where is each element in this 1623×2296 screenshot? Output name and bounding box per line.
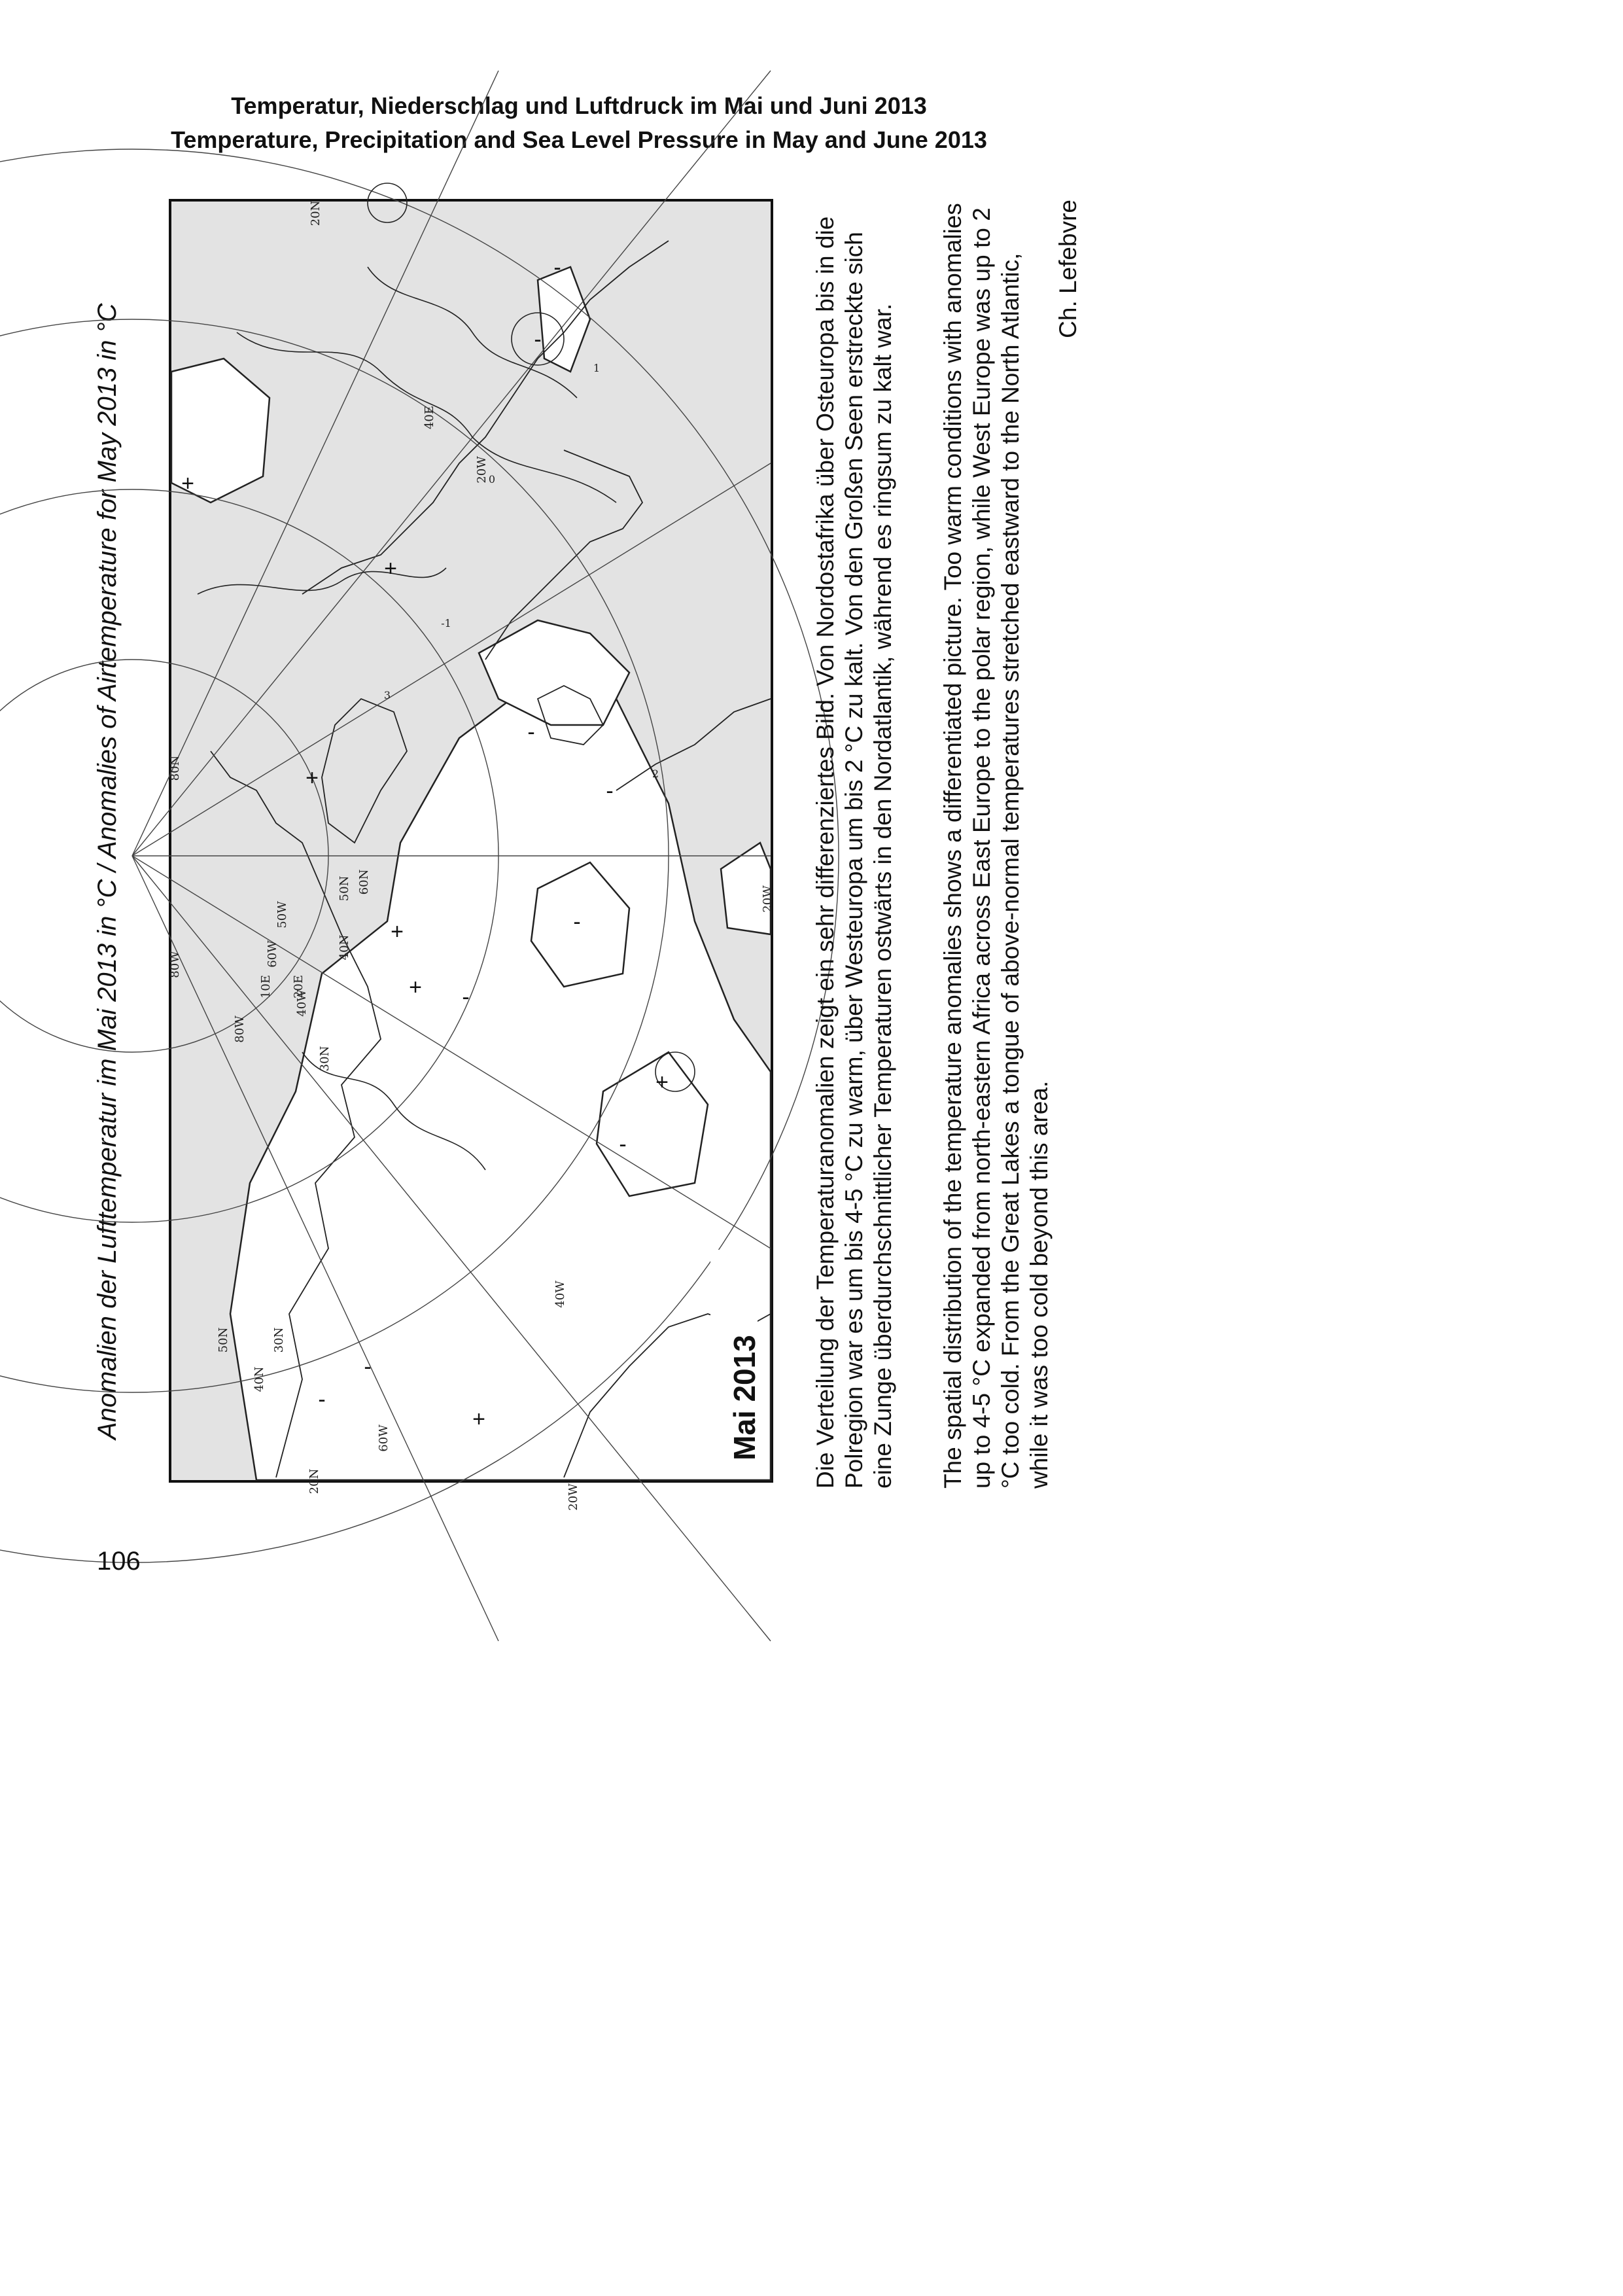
contour-value-label: 0 [488, 473, 496, 486]
positive-anomaly-marker: + [409, 975, 422, 1000]
grid-label: 30N [272, 1327, 286, 1353]
negative-anomaly-marker: - [606, 779, 614, 804]
map-title: Mai 2013 [727, 1335, 761, 1460]
grid-label: 10E [259, 974, 273, 999]
grid-label: 50N [338, 875, 351, 902]
negative-anomaly-marker: - [553, 255, 561, 280]
german-description [811, 200, 898, 1489]
grid-label: 50N [217, 1327, 230, 1353]
grid-label: 50W [275, 901, 289, 928]
german-paragraph: Die Verteilung der Temperaturanomalien zeigt ein sehr differenziertes Bild. Von Nordostafrika über Osteuropa bis in die Polregion war es um bis 4-5 °C zu warm, über Westeuropa um bis 2 °C zu kalt. Von den Großen Seen erstreckte sich eine Zunge überdurchschnittlicher Temperaturen ostwärts in den Nordatlantik, während es ringsum zu kalt war. [812, 216, 896, 1489]
grid-label: 40W [553, 1280, 567, 1308]
grid-label: 60W [266, 940, 279, 968]
page-title-english: Temperature, Precipitation and Sea Level Pressure in May and June 2013 [171, 126, 987, 153]
positive-anomaly-marker: + [305, 766, 319, 790]
positive-anomaly-marker: + [472, 1407, 485, 1432]
contour-value-label: 3 [383, 689, 391, 701]
figure-caption: Anomalien der Lufttemperatur im Mai 2013 in °C / Anomalies of Airtemperature for May 2013 in °C [93, 303, 122, 1439]
coastline-greenland [322, 699, 407, 843]
contour-value-label: -1 [441, 617, 451, 629]
negative-anomaly-marker: - [462, 985, 470, 1010]
author-signature: Ch. Lefebvre [1055, 200, 1081, 338]
grid-label: 60N [357, 869, 371, 895]
grid-label: 20W [475, 456, 489, 484]
contour-value-label: 2 [652, 768, 659, 780]
negative-anomaly-marker: - [573, 910, 581, 934]
temperature-anomaly-map [168, 199, 775, 1511]
negative-anomaly-marker: - [619, 1132, 627, 1157]
contour-value-label: 1 [593, 362, 601, 374]
grid-label: 80W [233, 1016, 247, 1043]
negative-anomaly-marker: - [364, 1354, 372, 1379]
grid-label: 30N [318, 1046, 332, 1072]
grid-label: 40E [423, 405, 436, 430]
border-label-top: 20N [309, 200, 323, 226]
border-label-right-bottom: 20W [761, 885, 775, 913]
page-title-german: Temperatur, Niederschlag und Luftdruck im Mai und Juni 2013 [231, 92, 927, 119]
border-label-left-80n: 80N [168, 755, 182, 781]
page-number: 106 [97, 1547, 141, 1576]
grid-label: 40N [338, 934, 351, 961]
grid-label: 40W [295, 989, 309, 1017]
positive-anomaly-marker: + [655, 1070, 669, 1095]
border-label-bottom: 20N [307, 1468, 321, 1494]
positive-anomaly-marker: + [181, 471, 194, 496]
grid-label: 40N [253, 1366, 266, 1392]
negative-anomaly-marker: - [534, 327, 542, 352]
positive-anomaly-marker: + [391, 919, 404, 944]
grid-label: 20W [567, 1483, 580, 1511]
positive-anomaly-marker: + [384, 556, 397, 581]
grid-label: 20E [292, 974, 305, 999]
negative-anomaly-marker: - [318, 1387, 326, 1412]
english-paragraph: The spatial distribution of the temperature anomalies shows a differentiated picture. Too warm conditions with anomalies up to 4-5 °C expanded from north-eastern Africa across East Europe to the polar region, while West Europe was up to 2 °C too cold. From the Great Lakes a tongue of above-normal temperatures stretched eastward to the North Atlantic, while it was too cold beyond this area. [939, 203, 1053, 1489]
map-canvas [168, 200, 775, 1511]
coastline-asia [302, 241, 669, 594]
english-description [939, 200, 1083, 1489]
negative-anomaly-marker: - [527, 720, 535, 745]
grid-label: 60W [377, 1424, 391, 1452]
border-label-left-80w: 80W [168, 951, 182, 978]
